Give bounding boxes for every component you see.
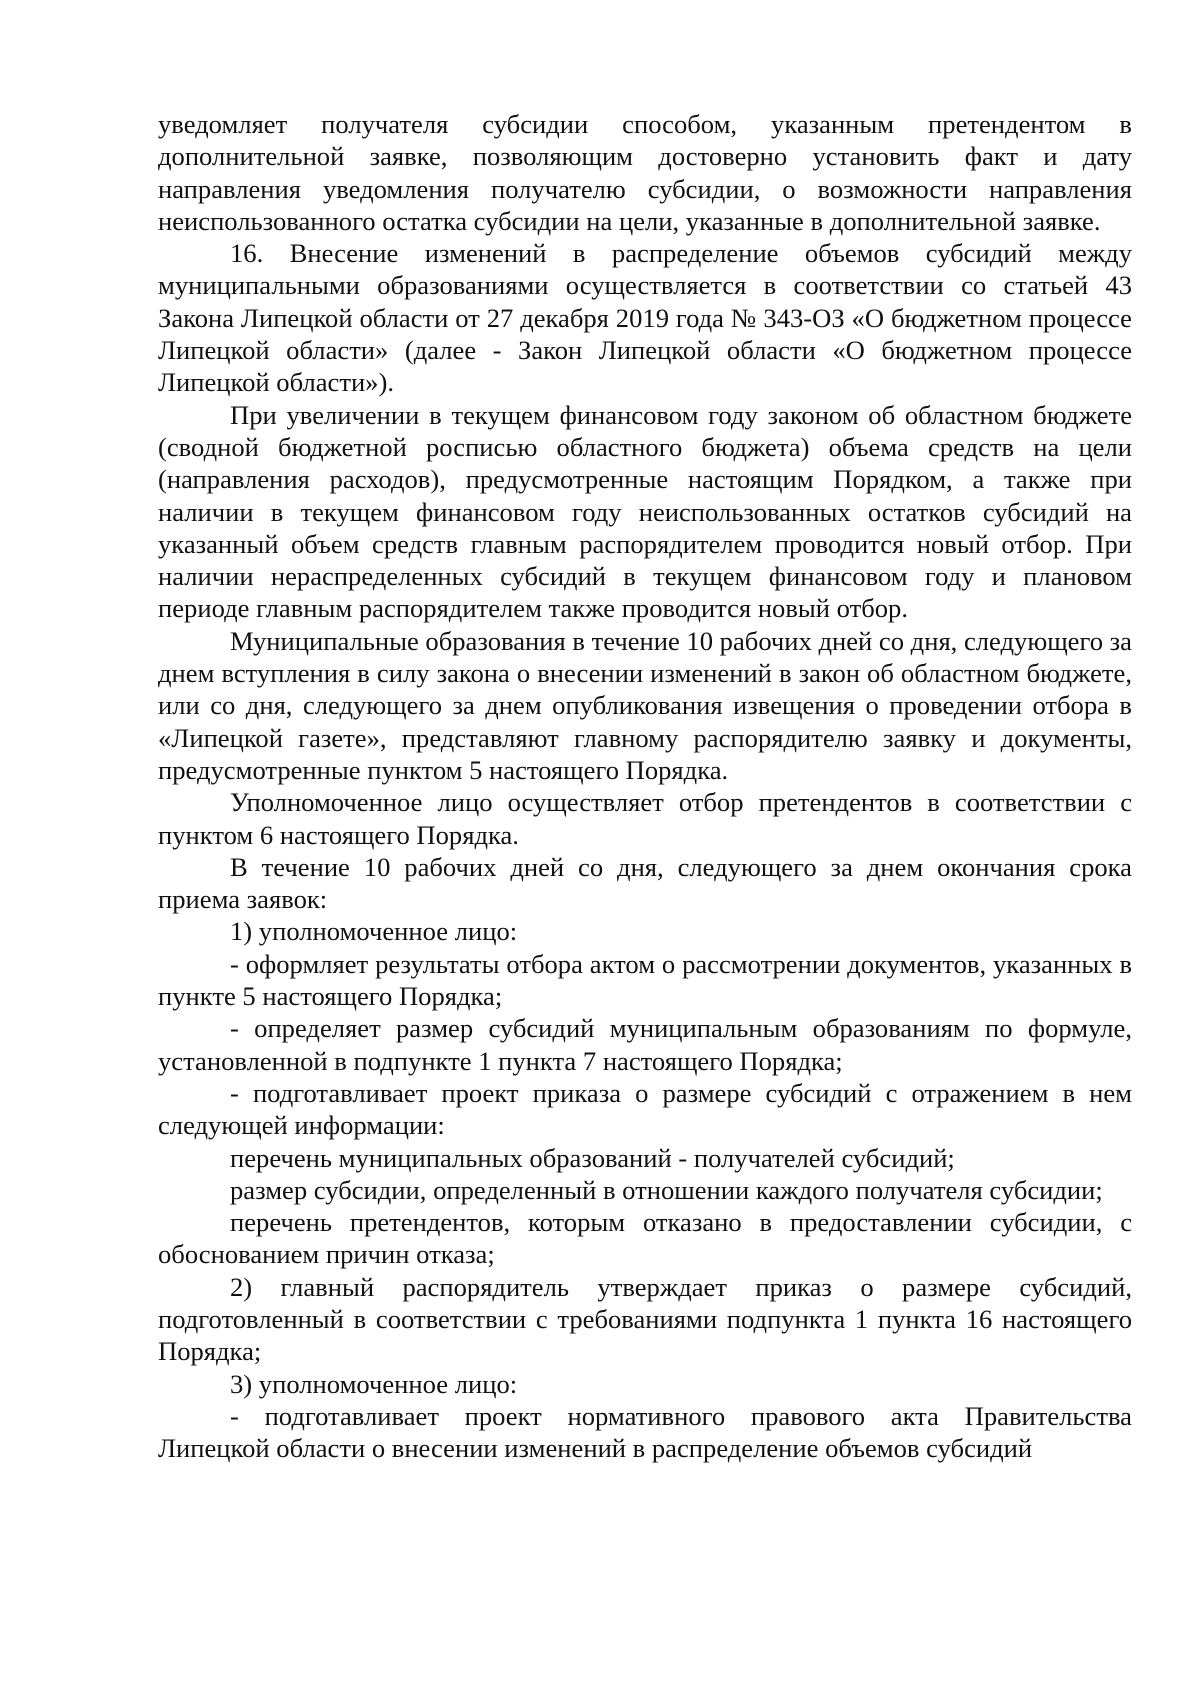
list-item-municipal-list: перечень муниципальных образований - получателей субсидий; <box>230 1142 955 1173</box>
list-item-2: 2) главный распорядитель утверждает приказ о размере субсидий, подготовленный в соответствии с требованиями подпункта 1 пункта 16 настоящего Порядка; <box>158 1271 1132 1367</box>
list-item-subsidy-size: размер субсидии, определенный в отношении каждого получателя субсидии; <box>230 1174 1103 1205</box>
document-body <box>158 108 1132 1464</box>
list-item-dash-formula: - определяет размер субсидий муниципальным образованиям по формуле, установленной в подпункте 1 пункта 7 настоящего Порядка; <box>158 1013 1132 1076</box>
list-item-dash-act: - оформляет результаты отбора актом о рассмотрении документов, указанных в пункте 5 настоящего Порядка; <box>158 948 1132 1012</box>
paragraph-new-selection: При увеличении в текущем финансовом году законом об областном бюджете (сводной бюджетной росписью областного бюджета) объема средств на цели (направления расходов), предусмотренные настоящим Порядком, а также при наличии в текущем финансовом году неиспользованных остатков субсидий на указанный объем средств главным распорядителем проводится новый отбор. При наличии нераспределенных субсидий в текущем финансовом году и плановом периоде главным распорядителем также проводится новый отбор. <box>158 399 1132 624</box>
list-item-dash-draft-act: - подготавливает проект нормативного правового акта Правительства Липецкой области о внесении изменений в распределение объемов субсидий <box>158 1400 1132 1464</box>
list-item-3: 3) уполномоченное лицо: <box>230 1368 518 1399</box>
paragraph-notify-recipient: уведомляет получателя субсидии способом, указанным претендентом в дополнительной заявке, позволяющим достоверно установить факт и дату направления уведомления получателю субсидии, о возможности направления неиспользованного остатка субсидии на цели, указанные в дополнительной заявке. <box>158 109 1132 236</box>
paragraph-ten-days: В течение 10 рабочих дней со дня, следующего за днем окончания срока приема заявок: <box>158 851 1132 915</box>
paragraph-item-16: 16. Внесение изменений в распределение объемов субсидий между муниципальными образованиями осуществляется в соответствии со статьей 43 Закона Липецкой области от 27 декабря 2019 года № 343-ОЗ «О бюджетном процессе Липецкой области» (далее - Закон Липецкой области «О бюджетном процессе Липецкой области»). <box>158 238 1132 398</box>
list-item-dash-draft-order: - подготавливает проект приказа о размере субсидий с отражением в нем следующей информации: <box>158 1077 1132 1141</box>
list-item-refused-list: перечень претендентов, которым отказано в предоставлении субсидии, с обоснованием причин отказа; <box>158 1207 1132 1270</box>
paragraph-authorized-selection: Уполномоченное лицо осуществляет отбор претендентов в соответствии с пунктом 6 настоящего Порядка. <box>158 787 1132 850</box>
list-item-1: 1) уполномоченное лицо: <box>230 916 518 947</box>
paragraph-municipal-applications: Муниципальные образования в течение 10 рабочих дней со дня, следующего за днем вступления в силу закона о внесении изменений в закон об областном бюджете, или со дня, следующего за днем опубликования извещения о проведении отбора в «Липецкой газете», представляют главному распорядителю заявку и документы, предусмотренные пунктом 5 настоящего Порядка. <box>158 625 1132 785</box>
